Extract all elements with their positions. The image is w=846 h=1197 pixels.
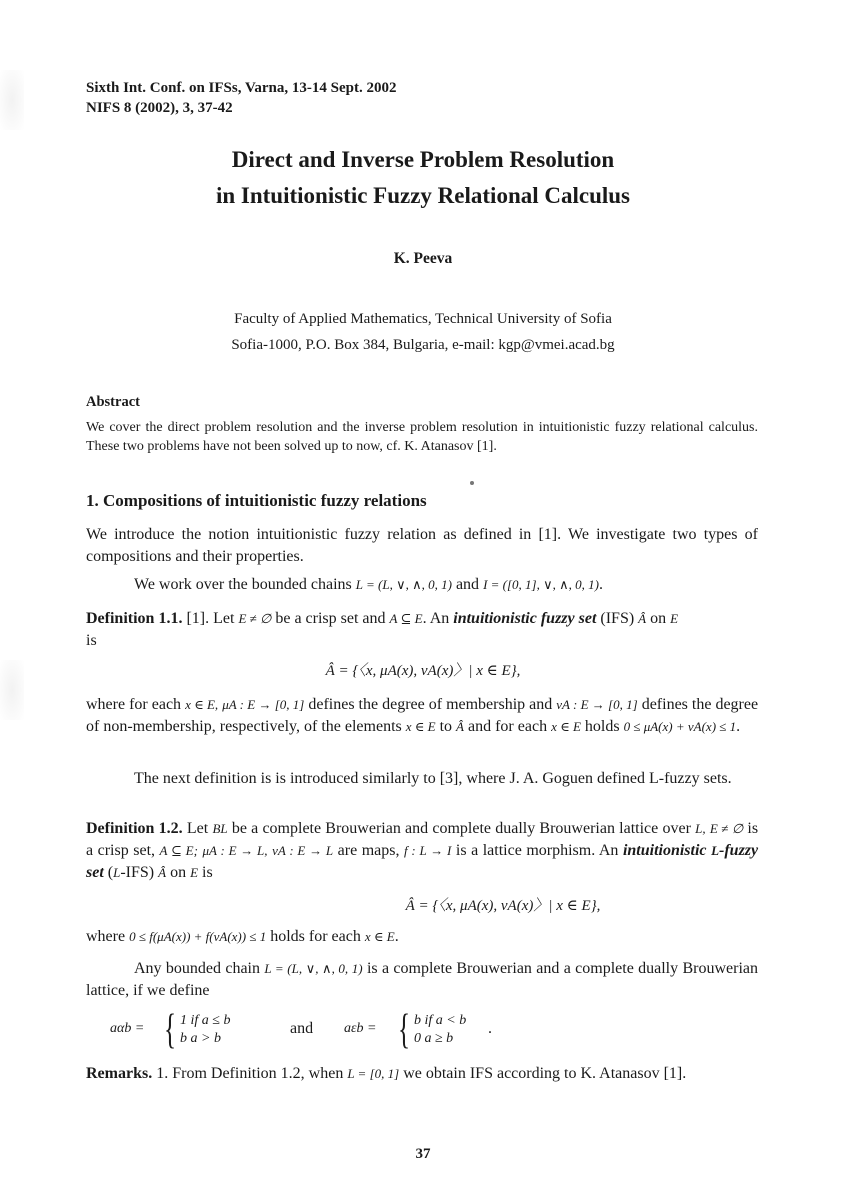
def-text: on	[650, 610, 667, 627]
math: 0 ≤ μA(x) + νA(x) ≤ 1	[623, 719, 737, 734]
operations-definition	[110, 1008, 730, 1058]
math: E ≠ ∅	[709, 821, 744, 836]
def-text: (	[107, 864, 114, 881]
definition-1-1-where	[86, 694, 758, 738]
math-e-nonempty: E ≠ ∅	[238, 611, 272, 626]
math-e: E	[670, 611, 679, 626]
paper-title	[0, 142, 846, 214]
math: νA : E → [0, 1]	[556, 697, 638, 712]
alpha-case-2: b a > b	[180, 1031, 221, 1046]
math: Â	[456, 719, 464, 734]
def-text: is a complete Brouwerian and a complete dually Brouwerian lattice, if we define	[86, 960, 758, 999]
left-brace: {	[398, 1007, 411, 1053]
conference-header	[86, 78, 396, 118]
def-text: -IFS)	[120, 864, 155, 881]
math: L,	[695, 821, 706, 836]
page-number: 37	[415, 1146, 431, 1162]
def-text: is	[202, 864, 213, 881]
math: E	[190, 865, 199, 880]
chains-end: .	[598, 576, 603, 593]
section-intro-paragraph: We introduce the notion intuitionistic fuzzy relation as defined in [1]. We investigate two types of compositions and their properties.	[86, 526, 758, 565]
alpha-case-1: 1 if a ≤ b	[180, 1013, 231, 1028]
def-text: holds for each	[270, 928, 361, 945]
next-definition-paragraph: The next definition is is introduced similarly to [3], where J. A. Goguen defined L-fuzzy sets.	[134, 770, 732, 787]
epsilon-operation: aεb =	[344, 1021, 377, 1036]
abstract-heading: Abstract	[86, 394, 140, 410]
left-brace: {	[164, 1007, 177, 1053]
def-text: is a crisp set,	[86, 820, 759, 859]
formula-end: .	[488, 1020, 492, 1037]
def-text: we obtain IFS according to K. Atanasov [1].	[403, 1065, 687, 1082]
def-text: Let	[186, 820, 209, 837]
math: x ∈ E	[405, 719, 436, 734]
epsilon-case-1: b if a < b	[414, 1013, 467, 1028]
def-text: .	[736, 718, 741, 735]
affiliation-line-1: Faculty of Applied Mathematics, Technical University of Sofia	[234, 311, 612, 327]
math: L = (L, ∨, ∧, 0, 1)	[264, 961, 363, 976]
def-text: is	[86, 632, 97, 649]
math: x ∈ E,	[185, 697, 219, 712]
def-text: defines the degree of membership and	[308, 696, 553, 713]
def-text: defines the degree of non-membership, respectively, of the elements	[86, 696, 759, 735]
scan-dot	[470, 481, 474, 485]
math: x ∈ E	[364, 929, 395, 944]
math-a-hat: Â	[638, 611, 647, 626]
definition-label: Definition 1.2.	[86, 820, 183, 837]
def-text: be a crisp set and	[275, 610, 386, 627]
def-text: Any bounded chain	[134, 960, 260, 977]
math: x ∈ E	[551, 719, 581, 734]
definition-ref: [1].	[186, 610, 210, 627]
def-text: .	[394, 928, 399, 945]
scan-smudge	[0, 70, 24, 130]
def-text: and for each	[468, 718, 548, 735]
def-text: on	[170, 864, 187, 881]
chains-text: We work over the bounded chains	[134, 576, 352, 593]
math: f : L → I	[404, 843, 452, 858]
chain-l-formula: L = (L, ∨, ∧, 0, 1)	[355, 577, 452, 592]
defined-term: -fuzzy set	[86, 842, 759, 881]
def-text: is a lattice morphism. An	[455, 842, 619, 859]
def-text: to	[439, 718, 453, 735]
abstract-text: We cover the direct problem resolution and the inverse problem resolution in intuitionistic fuzzy relational calculus. These two problems have not been solved up to now, cf. K. Atanasov [1].	[86, 420, 758, 454]
chains-paragraph	[86, 574, 758, 596]
alpha-cases	[180, 1012, 230, 1048]
chain-i-formula: I = ([0, 1], ∨, ∧, 0, 1)	[483, 577, 599, 592]
remarks-paragraph	[86, 1063, 758, 1085]
def-text: are maps,	[337, 842, 400, 859]
math: L	[113, 865, 121, 880]
alpha-operation: aαb =	[110, 1021, 145, 1036]
math: BL	[212, 821, 228, 836]
chains-and: and	[455, 576, 480, 593]
definition-label: Definition 1.1.	[86, 610, 183, 627]
math: νA : E → L	[272, 843, 334, 858]
def-text: Let	[213, 610, 235, 627]
remarks-label: Remarks.	[86, 1065, 153, 1082]
definition-1-2-where	[86, 926, 758, 948]
ifs-formula: Â = {〈x, μA(x), νA(x)〉| x ∈ E},	[325, 663, 521, 679]
conference-line: Sixth Int. Conf. on IFSs, Varna, 13-14 Sept. 2002	[86, 80, 397, 96]
and-word: and	[290, 1020, 314, 1037]
defined-term: L	[711, 843, 720, 858]
affiliation-line-2: Sofia-1000, P.O. Box 384, Bulgaria, e-mail: kgp@vmei.acad.bg	[231, 337, 615, 353]
epsilon-cases	[414, 1012, 466, 1048]
def-text: where	[86, 928, 126, 945]
epsilon-case-2: 0 a ≥ b	[414, 1031, 454, 1046]
bounded-chain-paragraph	[86, 958, 758, 1002]
math-a-subset: A ⊆ E	[389, 611, 423, 626]
math: μA : E → [0, 1]	[222, 697, 305, 712]
math: Â	[158, 865, 167, 880]
math: L = [0, 1]	[347, 1066, 400, 1081]
def-text: . An	[422, 610, 450, 627]
lifs-formula: Â = {〈x, μA(x), νA(x)〉| x ∈ E},	[405, 898, 601, 914]
journal-line: NIFS 8 (2002), 3, 37-42	[86, 100, 233, 116]
title-line-2: in Intuitionistic Fuzzy Relational Calculus	[215, 183, 631, 208]
def-text: where for each	[86, 696, 182, 713]
definition-1-1	[86, 608, 758, 652]
section-heading: 1. Compositions of intuitionistic fuzzy relations	[86, 491, 427, 510]
def-text: (IFS)	[600, 610, 635, 627]
affiliation	[0, 306, 846, 358]
definition-1-2	[86, 818, 758, 884]
math: 0 ≤ f(μA(x)) + f(νA(x)) ≤ 1	[129, 929, 267, 944]
defined-term: intuitionistic fuzzy set	[453, 610, 597, 627]
author-name: K. Peeva	[393, 250, 453, 267]
def-text: holds	[584, 718, 620, 735]
def-text: be a complete Brouwerian and complete dually Brouwerian lattice over	[231, 820, 691, 837]
math: A ⊆ E;	[159, 843, 198, 858]
math: μA : E → L,	[202, 843, 268, 858]
def-text: 1. From Definition 1.2, when	[156, 1065, 344, 1082]
defined-term: intuitionistic	[622, 842, 707, 859]
title-line-1: Direct and Inverse Problem Resolution	[231, 147, 615, 172]
